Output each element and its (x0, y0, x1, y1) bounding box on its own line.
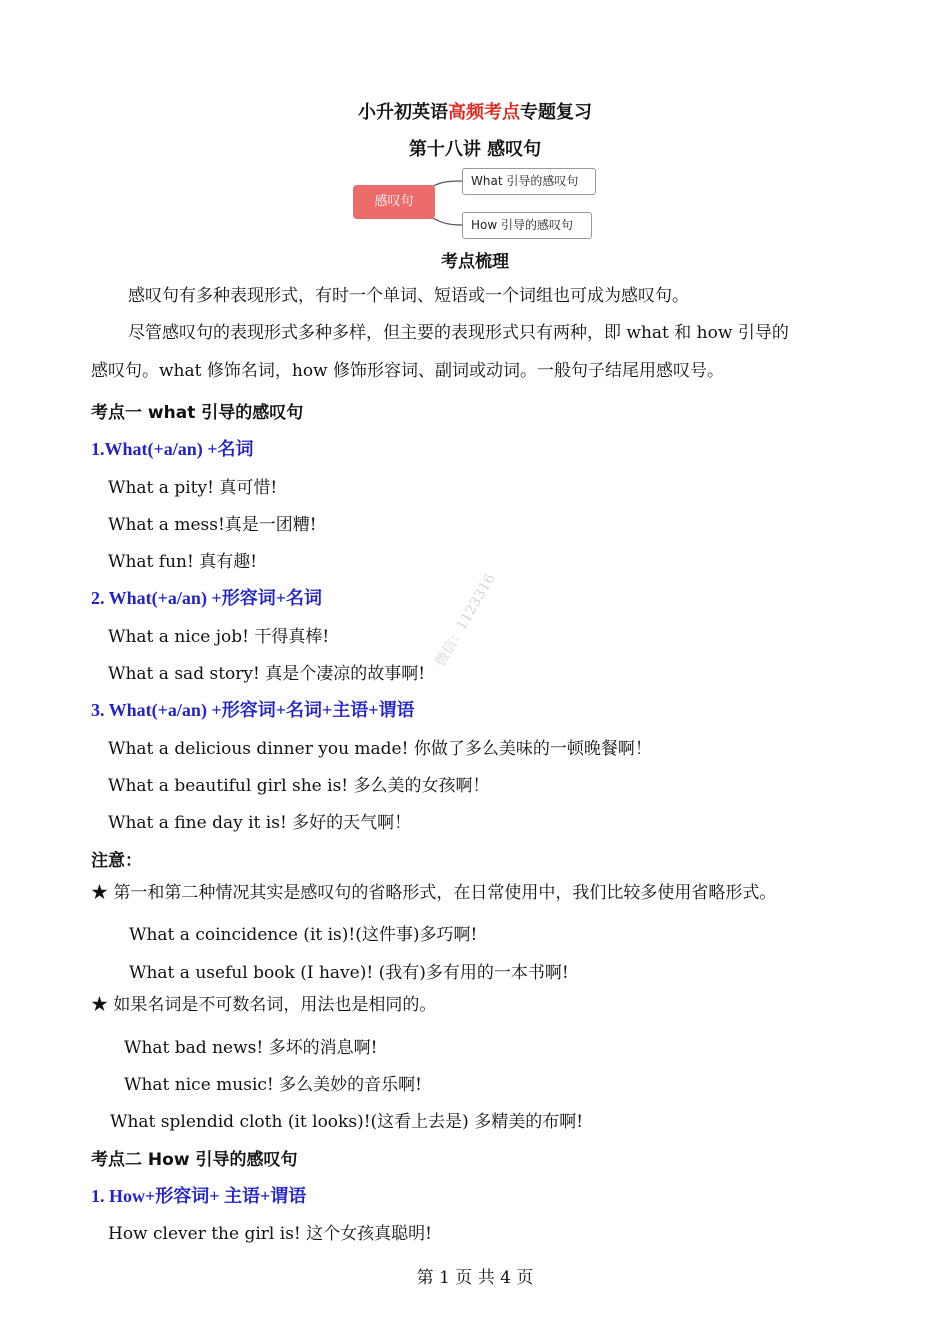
note2-text: ★ 如果名词是不可数名词，用法也是相同的。 (91, 995, 437, 1015)
rule2-heading: 2. What(+a/an) +形容词+名词 (91, 588, 322, 608)
section-title: 考点梳理 (441, 252, 509, 272)
note2-example: What splendid cloth (it looks)!(这看上去是) 多精美的布啊! (110, 1112, 584, 1132)
mindmap-node-how: How 引导的感叹句 (462, 212, 592, 239)
rule3-example: What a beautiful girl she is! 多么美的女孩啊！ (108, 776, 490, 796)
mindmap-root: 感叹句 (353, 185, 435, 219)
rule1-example: What fun! 真有趣! (108, 552, 258, 572)
watermark: 微信：1123316 (432, 571, 499, 670)
title-part1: 小升初英语 (358, 102, 448, 123)
rule3-example: What a fine day it is! 多好的天气啊！ (108, 813, 412, 833)
note1-example: What a coincidence (it is)!(这件事)多巧啊! (129, 925, 478, 945)
intro-paragraph-2-line2: 感叹句。what 修饰名词，how 修饰形容词、副词或动词。一般句子结尾用感叹号。 (91, 361, 725, 381)
title-part2: 专题复习 (520, 102, 592, 123)
page-footer: 第 1 页 共 4 页 (416, 1268, 534, 1288)
rule3-example: What a delicious dinner you made! 你做了多么美味的一顿晚餐啊！ (108, 739, 652, 759)
mindmap-node-what: What 引导的感叹句 (462, 168, 596, 195)
rule4-heading: 1. How+形容词+ 主语+谓语 (91, 1186, 307, 1206)
note1-example: What a useful book (I have)! (我有)多有用的一本书啊! (129, 963, 569, 983)
note1-text: ★ 第一和第二种情况其实是感叹句的省略形式，在日常使用中，我们比较多使用省略形式。 (91, 883, 777, 903)
rule1-example: What a mess!真是一团糟! (108, 515, 317, 535)
title-highlight: 高频考点 (448, 102, 520, 123)
point1-heading: 考点一 what 引导的感叹句 (91, 403, 304, 423)
note-label: 注意： (91, 851, 142, 871)
rule2-example: What a nice job! 干得真棒! (108, 627, 330, 647)
intro-paragraph-1: 感叹句有多种表现形式，有时一个单词、短语或一个词组也可成为感叹句。 (128, 286, 689, 306)
note2-example: What bad news! 多坏的消息啊! (124, 1038, 378, 1058)
note2-example: What nice music! 多么美妙的音乐啊! (124, 1075, 422, 1095)
rule4-example: How clever the girl is! 这个女孩真聪明! (108, 1224, 432, 1244)
rule1-example: What a pity! 真可惜! (108, 478, 278, 498)
intro-paragraph-2-line1: 尽管感叹句的表现形式多种多样，但主要的表现形式只有两种，即 what 和 how 引导的 (128, 323, 789, 343)
point2-heading: 考点二 How 引导的感叹句 (91, 1150, 298, 1170)
rule2-example: What a sad story! 真是个凄凉的故事啊! (108, 664, 426, 684)
rule3-heading: 3. What(+a/an) +形容词+名词+主语+谓语 (91, 700, 415, 720)
rule1-heading: 1.What(+a/an) +名词 (91, 439, 254, 459)
lecture-subtitle: 第十八讲 感叹句 (408, 139, 542, 160)
